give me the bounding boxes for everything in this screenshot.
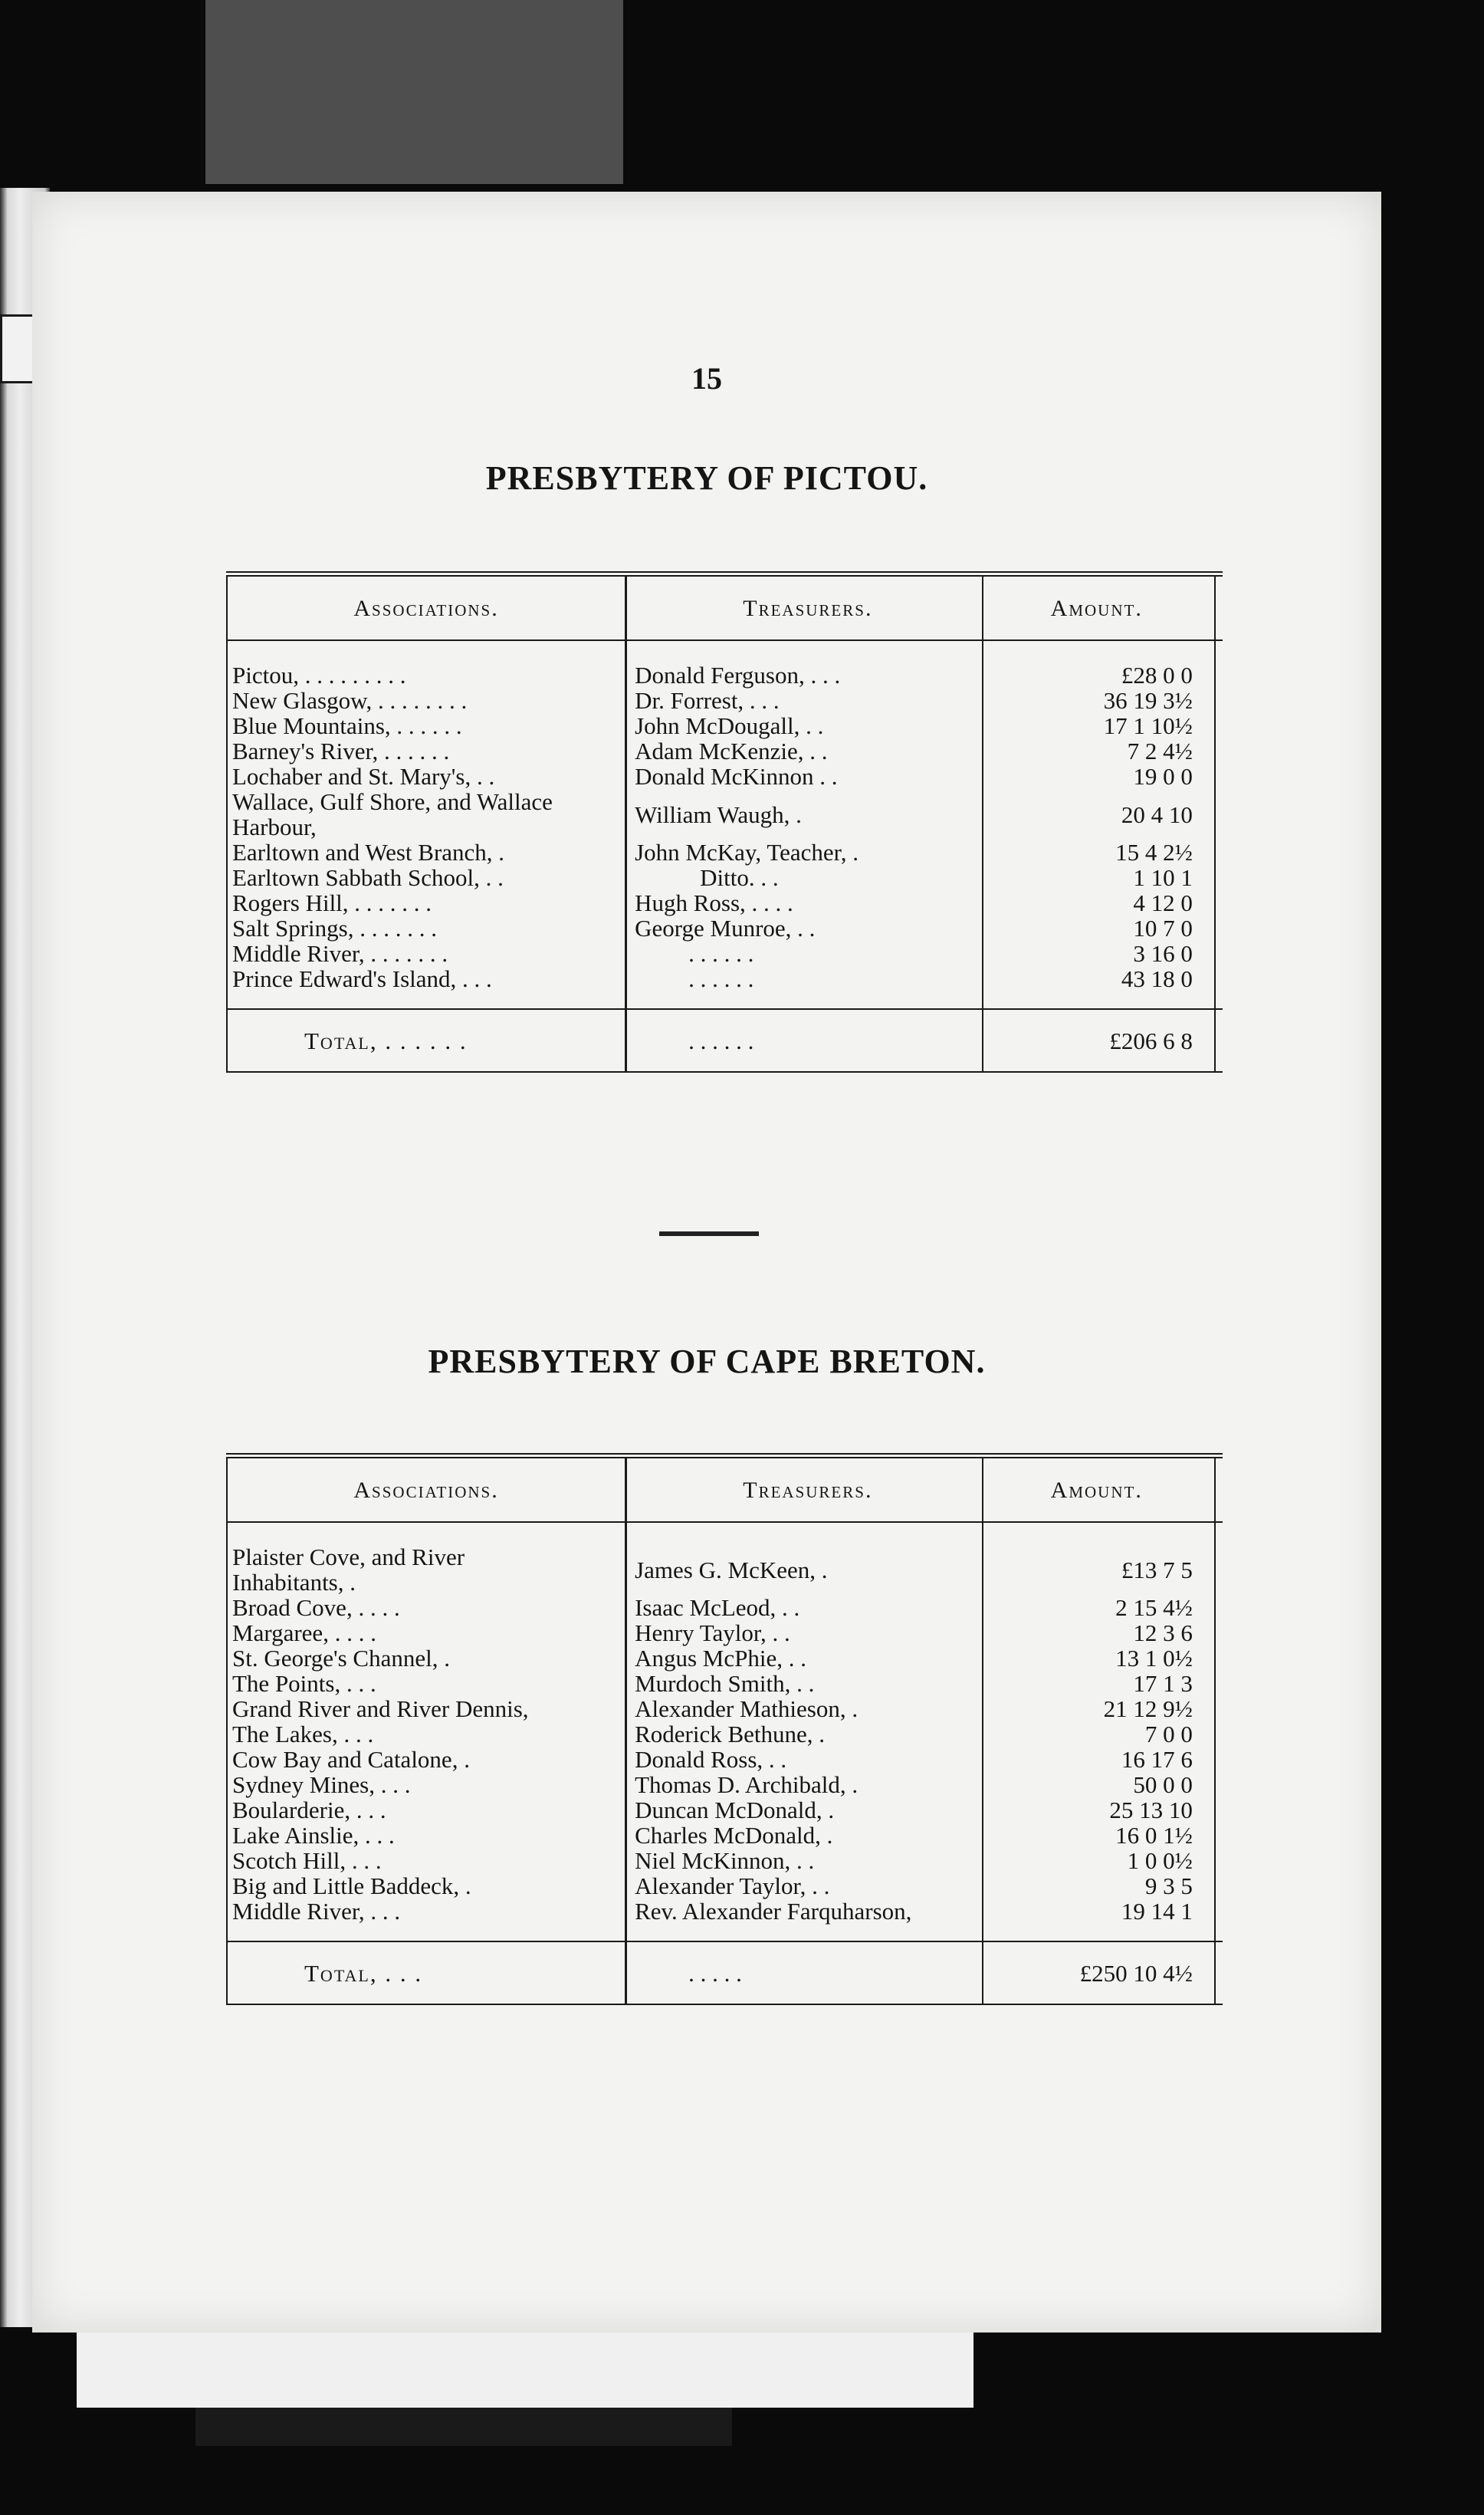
table-row	[227, 916, 1223, 941]
table-row	[227, 840, 1223, 865]
treasurer-cell: Donald McKinnon . .	[626, 764, 983, 789]
treasurer-cell: William Waugh, .	[626, 789, 983, 840]
treasurer-cell: Donald Ross, . .	[626, 1747, 983, 1772]
total-amount: £206 6 8	[983, 1009, 1215, 1072]
treasurer-cell: Roderick Bethune, .	[626, 1721, 983, 1747]
section-title: PRESBYTERY OF PICTOU.	[485, 459, 928, 497]
treasurer-cell: Niel McKinnon, . .	[626, 1848, 983, 1873]
treasurer-cell: George Munroe, . .	[626, 916, 983, 941]
association-cell: Plaister Cove, and River Inhabitants, .	[227, 1522, 626, 1595]
amount-cell: 16 17 6	[983, 1747, 1215, 1772]
ledger-table-pictou	[226, 571, 1223, 1073]
table-row	[227, 1747, 1223, 1772]
table-row	[227, 941, 1223, 966]
association-cell: Margaree, . . . .	[227, 1620, 626, 1645]
table-row	[227, 1620, 1223, 1645]
association-cell: Rogers Hill, . . . . . . .	[227, 890, 626, 916]
treasurer-cell: Murdoch Smith, . .	[626, 1671, 983, 1696]
amount-cell: 19 14 1	[983, 1899, 1215, 1941]
treasurer-cell: Duncan McDonald, .	[626, 1797, 983, 1823]
amount-cell: 36 19 3½	[983, 688, 1215, 713]
association-cell: Scotch Hill, . . .	[227, 1848, 626, 1873]
total-amount: £250 10 4½	[983, 1941, 1215, 2004]
treasurer-cell: Adam McKenzie, . .	[626, 738, 983, 764]
table-row	[227, 1797, 1223, 1823]
association-cell: Wallace, Gulf Shore, and Wallace Harbour,	[227, 789, 626, 840]
association-cell: Cow Bay and Catalone, .	[227, 1747, 626, 1772]
association-cell: Lochaber and St. Mary's, . .	[227, 764, 626, 789]
amount-cell: 9 3 5	[983, 1873, 1215, 1899]
association-cell: Salt Springs, . . . . . . .	[227, 916, 626, 941]
table-row	[227, 1848, 1223, 1873]
amount-cell: 13 1 0½	[983, 1645, 1215, 1671]
association-cell: Boularderie, . . .	[227, 1797, 626, 1823]
amount-cell: 10 7 0	[983, 916, 1215, 941]
table-row	[227, 1873, 1223, 1899]
association-cell: Middle River, . . .	[227, 1899, 626, 1941]
amount-cell: 21 12 9½	[983, 1696, 1215, 1721]
treasurer-cell: Angus McPhie, . .	[626, 1645, 983, 1671]
table-row	[227, 865, 1223, 890]
treasurer-cell: John McKay, Teacher, .	[626, 840, 983, 865]
document-page	[32, 192, 1381, 2333]
table-row	[227, 789, 1223, 840]
treasurer-cell: Charles McDonald, .	[626, 1823, 983, 1848]
association-cell: Blue Mountains, . . . . . .	[227, 713, 626, 738]
association-cell: Broad Cove, . . . .	[227, 1595, 626, 1620]
section-title: PRESBYTERY OF CAPE BRETON.	[428, 1343, 986, 1380]
association-cell: The Points, . . .	[227, 1671, 626, 1696]
table-row	[227, 1522, 1223, 1595]
association-cell: Lake Ainslie, . . .	[227, 1823, 626, 1848]
table-row	[227, 1823, 1223, 1848]
total-row	[227, 1009, 1223, 1072]
association-cell: New Glasgow, . . . . . . . .	[227, 688, 626, 713]
treasurer-cell: . . . . . .	[626, 966, 983, 1009]
table-row	[227, 764, 1223, 789]
amount-cell: 50 0 0	[983, 1772, 1215, 1797]
treasurer-cell: Henry Taylor, . .	[626, 1620, 983, 1645]
table-row	[227, 1772, 1223, 1797]
treasurer-cell: Dr. Forrest, . . .	[626, 688, 983, 713]
table-row	[227, 713, 1223, 738]
amount-cell: 12 3 6	[983, 1620, 1215, 1645]
section-divider	[659, 1231, 759, 1236]
total-treasurer: . . . . .	[626, 1941, 983, 2004]
treasurer-cell: John McDougall, . .	[626, 713, 983, 738]
background-strip	[205, 0, 623, 184]
treasurer-cell: Alexander Mathieson, .	[626, 1696, 983, 1721]
ledger-body	[227, 1522, 1223, 1941]
amount-cell: 17 1 10½	[983, 713, 1215, 738]
association-cell: Grand River and River Dennis,	[227, 1696, 626, 1721]
table-row	[227, 1721, 1223, 1747]
treasurer-cell: Alexander Taylor, . .	[626, 1873, 983, 1899]
table-row	[227, 1696, 1223, 1721]
amount-cell: 19 0 0	[983, 764, 1215, 789]
total-label: Total, . . .	[227, 1941, 626, 2004]
amount-cell: 4 12 0	[983, 890, 1215, 916]
table-row	[227, 890, 1223, 916]
table-row	[227, 966, 1223, 1009]
table-row	[227, 688, 1223, 713]
treasurer-cell: Donald Ferguson, . . .	[626, 640, 983, 688]
association-cell: St. George's Channel, .	[227, 1645, 626, 1671]
treasurer-cell: Isaac McLeod, . .	[626, 1595, 983, 1620]
amount-cell: £28 0 0	[983, 640, 1215, 688]
treasurer-cell: Thomas D. Archibald, .	[626, 1772, 983, 1797]
total-row	[227, 1941, 1223, 2004]
table-row	[227, 1595, 1223, 1620]
dark-strip	[195, 2408, 732, 2446]
treasurer-cell: Rev. Alexander Farquharson,	[626, 1899, 983, 1941]
amount-cell: 3 16 0	[983, 941, 1215, 966]
header-treasurers: Treasurers.	[626, 574, 983, 641]
amount-cell: 17 1 3	[983, 1671, 1215, 1696]
treasurer-cell: Ditto. . .	[626, 865, 983, 890]
amount-cell: 16 0 1½	[983, 1823, 1215, 1848]
association-cell: Middle River, . . . . . . .	[227, 941, 626, 966]
amount-cell: 20 4 10	[983, 789, 1215, 840]
page-number: 15	[691, 361, 722, 396]
table-row	[227, 1899, 1223, 1941]
association-cell: Sydney Mines, . . .	[227, 1772, 626, 1797]
amount-cell: 1 0 0½	[983, 1848, 1215, 1873]
amount-cell: 7 0 0	[983, 1721, 1215, 1747]
association-cell: Barney's River, . . . . . .	[227, 738, 626, 764]
treasurer-cell: . . . . . .	[626, 941, 983, 966]
table-row	[227, 640, 1223, 688]
association-cell: Earltown and West Branch, .	[227, 840, 626, 865]
amount-cell: 15 4 2½	[983, 840, 1215, 865]
header-amount: Amount.	[983, 574, 1215, 641]
paper-strip	[77, 2331, 973, 2408]
association-cell: Pictou, . . . . . . . . .	[227, 640, 626, 688]
header-associations: Associations.	[227, 1456, 626, 1523]
association-cell: Prince Edward's Island, . . .	[227, 966, 626, 1009]
treasurer-cell: James G. McKeen, .	[626, 1522, 983, 1595]
treasurer-cell: Hugh Ross, . . . .	[626, 890, 983, 916]
header-associations: Associations.	[227, 574, 626, 641]
ledger-body	[227, 640, 1223, 1009]
amount-cell: 43 18 0	[983, 966, 1215, 1009]
amount-cell: 2 15 4½	[983, 1595, 1215, 1620]
header-treasurers: Treasurers.	[626, 1456, 983, 1523]
amount-cell: £13 7 5	[983, 1522, 1215, 1595]
total-label: Total, . . . . . .	[227, 1009, 626, 1072]
amount-cell: 25 13 10	[983, 1797, 1215, 1823]
amount-cell: 1 10 1	[983, 865, 1215, 890]
association-cell: Earltown Sabbath School, . .	[227, 865, 626, 890]
total-treasurer: . . . . . .	[626, 1009, 983, 1072]
association-cell: Big and Little Baddeck, .	[227, 1873, 626, 1899]
table-row	[227, 738, 1223, 764]
ledger-table-cape-breton	[226, 1453, 1223, 2005]
association-cell: The Lakes, . . .	[227, 1721, 626, 1747]
amount-cell: 7 2 4½	[983, 738, 1215, 764]
table-row	[227, 1671, 1223, 1696]
header-amount: Amount.	[983, 1456, 1215, 1523]
table-row	[227, 1645, 1223, 1671]
